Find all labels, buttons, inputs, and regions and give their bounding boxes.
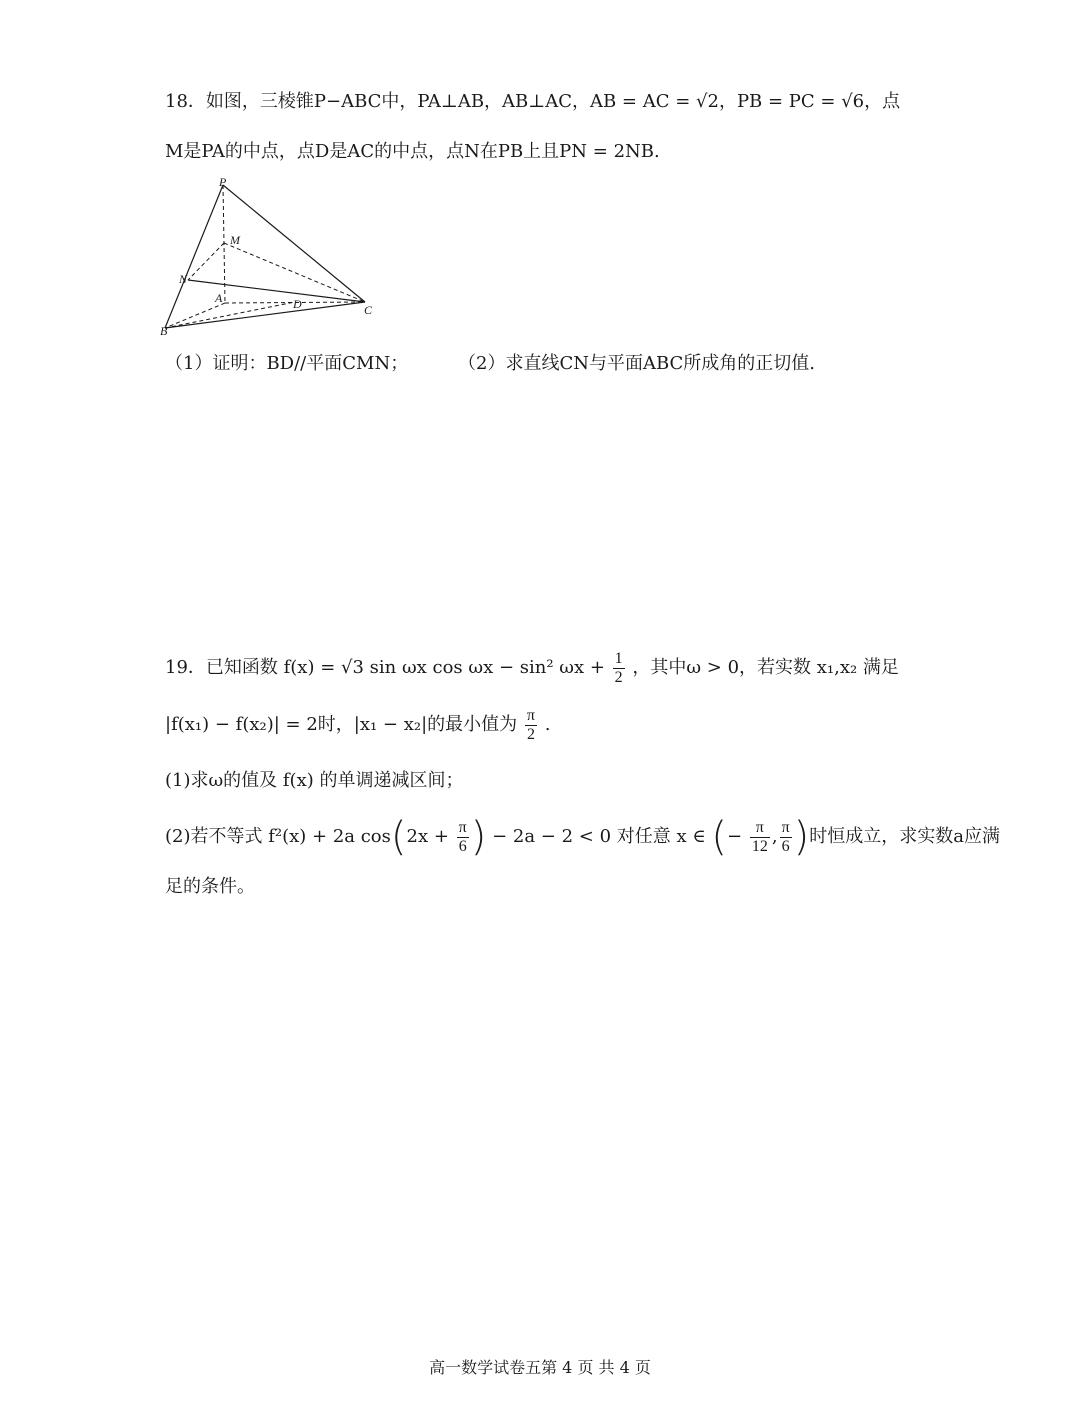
q19-sub2-part-c: − 2a − 2 < 0 对任意 x ∈: [492, 826, 706, 847]
fraction-den: 2: [526, 725, 535, 743]
q19-sub2-line2: 足的条件。: [165, 876, 255, 897]
label-P: P: [219, 175, 227, 189]
label-B: B: [160, 324, 168, 338]
q18-line2: M是PA的中点，点D是AC的中点，点N在PB上且PN = 2NB.: [165, 141, 660, 162]
q19-sub2-part-a: (2)若不等式 f²(x) + 2a cos: [165, 826, 391, 847]
page-footer: 高一数学试卷五第 4 页 共 4 页: [429, 1358, 651, 1377]
q19-sub2-part-e: 时恒成立，求实数a应满: [809, 826, 1000, 847]
label-C: C: [364, 303, 373, 317]
q19-sub2-part-b: 2x +: [406, 826, 449, 847]
fraction-pi-over-12: [750, 819, 770, 856]
q19-line2-post: .: [544, 714, 551, 735]
fraction-pi-over-6-b: [780, 819, 792, 856]
interval-comma: ,: [771, 826, 778, 847]
fraction-num: π: [781, 818, 790, 836]
paren-close: ): [470, 814, 487, 860]
label-N: N: [179, 272, 188, 286]
q19-sub2-line1: [165, 813, 1000, 861]
label-A: A: [215, 291, 223, 305]
fraction-num: π: [458, 818, 467, 836]
interval-open: (: [711, 814, 728, 860]
q19-line1-post: ，其中ω > 0，若实数 x₁,x₂ 满足: [632, 657, 899, 678]
q19-line1-pre: 19．已知函数 f(x) = √3 sin ωx cos ωx − sin² ωx +: [165, 657, 605, 678]
q19-sub1: (1)求ω的值及 f(x) 的单调递减区间；: [165, 770, 464, 791]
paren-open: (: [390, 814, 407, 860]
fraction-den: 2: [614, 668, 623, 686]
q18-sub2: （2）求直线CN与平面ABC所成角的正切值.: [458, 353, 816, 374]
label-D: D: [293, 297, 302, 311]
fraction-pi-over-6: [457, 819, 469, 856]
pyramid-figure: [160, 175, 390, 340]
fraction-den: 6: [458, 837, 467, 855]
label-M: M: [230, 233, 240, 247]
fraction-one-half: [613, 650, 625, 687]
q18-line1: 18．如图，三棱锥P−ABC中，PA⊥AB，AB⊥AC，AB = AC = √2，PB = PC = √6，点: [165, 91, 901, 112]
fraction-pi-over-2: [525, 707, 537, 744]
fraction-den: 6: [781, 837, 790, 855]
minus-sign: −: [727, 826, 743, 847]
interval-close: ): [793, 814, 810, 860]
fraction-num: π: [750, 819, 770, 838]
q19-line2-pre: |f(x₁) − f(x₂)| = 2时，|x₁ − x₂|的最小值为: [165, 714, 518, 735]
fraction-num: π: [526, 706, 535, 724]
fraction-num: 1: [614, 649, 623, 667]
fraction-den: 12: [751, 837, 768, 855]
q19-line2: [165, 703, 550, 747]
q18-sub1: （1）证明：BD//平面CMN；: [165, 353, 409, 374]
q19-line1: [165, 646, 899, 690]
